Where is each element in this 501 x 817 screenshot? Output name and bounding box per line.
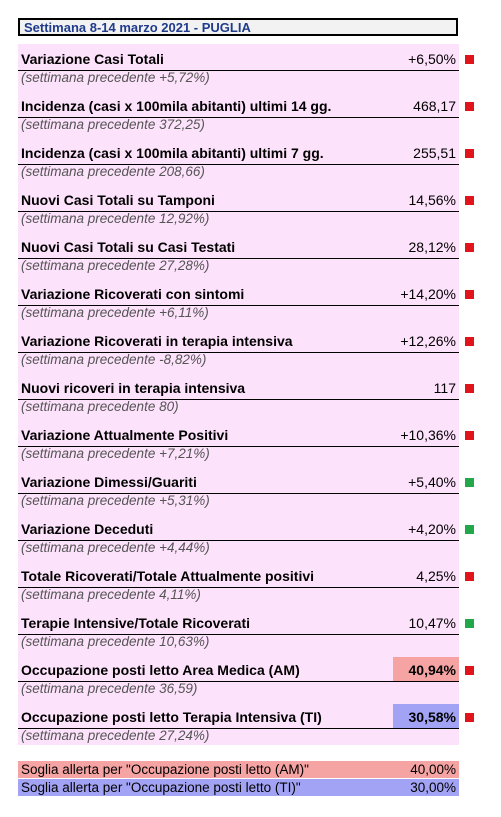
green-square-icon	[465, 619, 474, 628]
previous-week-note: (settimana precedente -8,82%)	[21, 352, 207, 367]
red-square-icon	[465, 572, 474, 581]
indicator-value: 10,47%	[408, 615, 456, 631]
indicator-label: Terapie Intensive/Totale Ricoverati	[21, 615, 251, 631]
red-square-icon	[465, 243, 474, 252]
red-square-icon	[465, 55, 474, 64]
indicator-value: 28,12%	[408, 239, 456, 255]
indicator-value: 4,25%	[416, 568, 456, 584]
threshold-label: Soglia allerta per "Occupazione posti letto (TI)"	[21, 780, 301, 795]
previous-week-note: (settimana precedente 372,25)	[21, 117, 205, 132]
green-square-icon	[465, 525, 474, 534]
indicator-value: +5,40%	[408, 474, 456, 490]
indicator-row	[18, 44, 459, 91]
indicator-row	[18, 232, 459, 279]
report-title: Settimana 8-14 marzo 2021 - PUGLIA	[24, 20, 251, 35]
threshold-row	[18, 761, 459, 778]
previous-week-note: (settimana precedente 208,66)	[21, 164, 205, 179]
indicator-value: 255,51	[413, 145, 456, 161]
red-square-icon	[465, 431, 474, 440]
indicator-label: Variazione Deceduti	[21, 521, 154, 537]
red-square-icon	[465, 290, 474, 299]
indicator-label: Totale Ricoverati/Totale Attualmente positivi	[21, 568, 315, 584]
indicator-value: +10,36%	[400, 427, 456, 443]
red-square-icon	[465, 102, 474, 111]
indicator-label: Nuovi ricoveri in terapia intensiva	[21, 380, 246, 396]
report-title-box	[18, 18, 458, 36]
previous-week-note: (settimana precedente 27,24%)	[21, 728, 210, 743]
previous-week-note: (settimana precedente 80)	[21, 399, 179, 414]
indicator-row	[18, 608, 459, 655]
indicator-row	[18, 514, 459, 561]
indicator-label: Variazione Attualmente Positivi	[21, 427, 229, 443]
indicator-row	[18, 467, 459, 514]
red-square-icon	[465, 384, 474, 393]
indicator-label: Nuovi Casi Totali su Tamponi	[21, 192, 215, 208]
previous-week-note: (settimana precedente 27,28%)	[21, 258, 210, 273]
previous-week-note: (settimana precedente 10,63%)	[21, 634, 210, 649]
indicator-label: Nuovi Casi Totali su Casi Testati	[21, 239, 236, 255]
threshold-value: 30,00%	[410, 780, 456, 795]
indicator-label: Variazione Dimessi/Guariti	[21, 474, 197, 490]
indicator-label: Incidenza (casi x 100mila abitanti) ultimi 7 gg.	[21, 145, 324, 161]
indicator-label: Variazione Ricoverati con sintomi	[21, 286, 245, 302]
indicator-value: +6,50%	[408, 51, 456, 67]
indicator-value: +12,26%	[400, 333, 456, 349]
indicator-value: 14,56%	[408, 192, 456, 208]
indicator-row	[18, 91, 459, 138]
indicator-label: Incidenza (casi x 100mila abitanti) ultimi 14 gg.	[21, 98, 332, 114]
indicator-row	[18, 279, 459, 326]
red-square-icon	[465, 337, 474, 346]
previous-week-note: (settimana precedente +5,31%)	[21, 493, 210, 508]
indicator-row	[18, 655, 459, 702]
red-square-icon	[465, 666, 474, 675]
indicator-row	[18, 326, 459, 373]
green-square-icon	[465, 478, 474, 487]
previous-week-note: (settimana precedente +4,44%)	[21, 540, 210, 555]
previous-week-note: (settimana precedente 12,92%)	[21, 211, 210, 226]
threshold-label: Soglia allerta per "Occupazione posti letto (AM)"	[21, 762, 309, 777]
previous-week-note: (settimana precedente +5,72%)	[21, 70, 210, 85]
previous-week-note: (settimana precedente 36,59)	[21, 681, 198, 696]
threshold-row	[18, 779, 459, 796]
previous-week-note: (settimana precedente +6,11%)	[21, 305, 209, 320]
indicator-row	[18, 702, 459, 749]
indicator-label: Occupazione posti letto Area Medica (AM)	[21, 662, 300, 678]
indicator-row	[18, 420, 459, 467]
previous-week-note: (settimana precedente 4,11%)	[21, 587, 201, 602]
indicator-value: +4,20%	[408, 521, 456, 537]
indicator-label: Occupazione posti letto Terapia Intensiva (TI)	[21, 709, 322, 725]
indicator-value: +14,20%	[400, 286, 456, 302]
indicator-row	[18, 138, 459, 185]
threshold-value: 40,00%	[410, 762, 456, 777]
indicator-value: 117	[433, 380, 456, 396]
indicator-label: Variazione Casi Totali	[21, 51, 164, 67]
indicator-label: Variazione Ricoverati in terapia intensiva	[21, 333, 293, 349]
indicator-value: 468,17	[413, 98, 456, 114]
indicator-value: 40,94%	[408, 662, 456, 678]
previous-week-note: (settimana precedente +7,21%)	[21, 446, 210, 461]
red-square-icon	[465, 149, 474, 158]
indicator-row	[18, 185, 459, 232]
indicator-value: 30,58%	[408, 709, 456, 725]
red-square-icon	[465, 196, 474, 205]
red-square-icon	[465, 713, 474, 722]
indicator-row	[18, 373, 459, 420]
indicator-row	[18, 561, 459, 608]
